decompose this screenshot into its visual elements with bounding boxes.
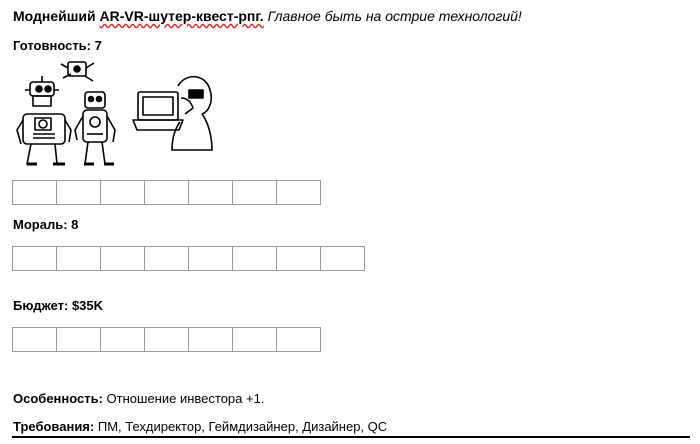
- morale-cell[interactable]: [232, 246, 277, 271]
- morale-cell[interactable]: [320, 246, 365, 271]
- robots-illustration-icon: [13, 56, 218, 176]
- requirements-label: Требования:: [13, 419, 95, 434]
- budget-cell[interactable]: [232, 327, 277, 352]
- morale-cell[interactable]: [144, 246, 189, 271]
- readiness-cell[interactable]: [144, 180, 189, 205]
- budget-cell[interactable]: [100, 327, 145, 352]
- card-title: [13, 8, 522, 24]
- requirements-line: [13, 419, 387, 434]
- budget-track: [12, 327, 321, 352]
- readiness-cell[interactable]: [188, 180, 233, 205]
- readiness-cell[interactable]: [100, 180, 145, 205]
- feature-text: Отношение инвестора +1.: [102, 391, 265, 406]
- readiness-track: [12, 180, 321, 205]
- morale-cell[interactable]: [12, 246, 57, 271]
- budget-cell[interactable]: [188, 327, 233, 352]
- feature-label: Особенность:: [13, 391, 103, 406]
- requirements-text: ПМ, Техдиректор, Геймдизайнер, Дизайнер, QC: [94, 419, 388, 434]
- morale-cell[interactable]: [56, 246, 101, 271]
- budget-cell[interactable]: [12, 327, 57, 352]
- bottom-divider: [12, 436, 690, 438]
- morale-cell[interactable]: [100, 246, 145, 271]
- feature-line: [13, 391, 264, 406]
- morale-cell[interactable]: [276, 246, 321, 271]
- title-slogan: Главное быть на острие технологий!: [263, 8, 522, 24]
- title-bold: Моднейший: [13, 8, 100, 24]
- morale-track: [12, 246, 365, 271]
- readiness-cell[interactable]: [56, 180, 101, 205]
- readiness-cell[interactable]: [232, 180, 277, 205]
- morale-cell[interactable]: [188, 246, 233, 271]
- budget-cell[interactable]: [144, 327, 189, 352]
- readiness-cell[interactable]: [12, 180, 57, 205]
- title-genre: AR-VR-шутер-квест-рпг.: [99, 8, 264, 24]
- readiness-label: Готовность: 7: [13, 38, 102, 53]
- morale-label: Мораль: 8: [13, 217, 79, 232]
- readiness-cell[interactable]: [276, 180, 321, 205]
- budget-label: Бюджет: $35K: [13, 298, 104, 313]
- budget-cell[interactable]: [276, 327, 321, 352]
- budget-cell[interactable]: [56, 327, 101, 352]
